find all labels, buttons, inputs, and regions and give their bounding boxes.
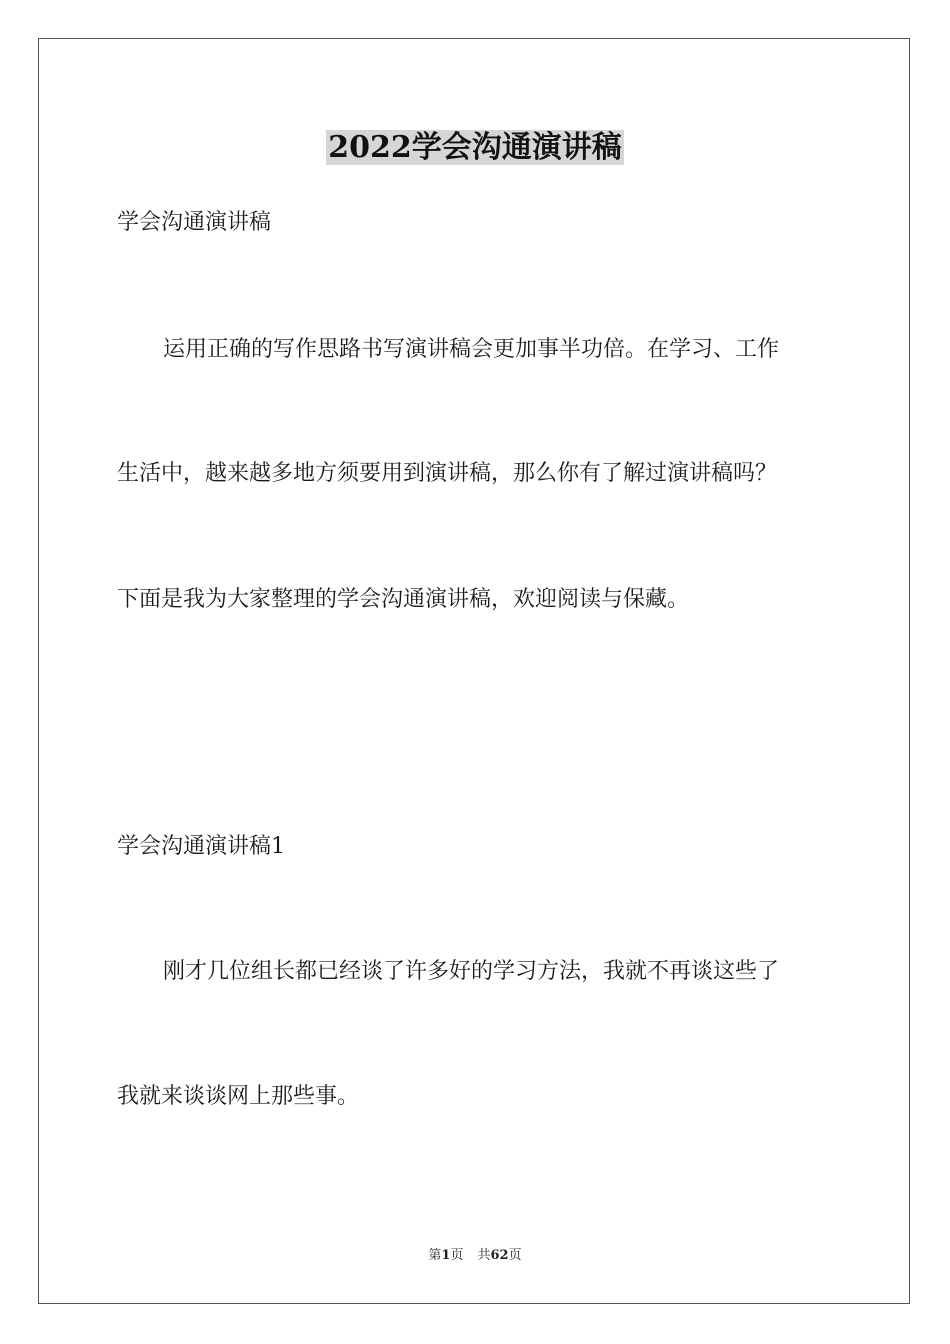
paragraph-line: 下面是我为大家整理的学会沟通演讲稿，欢迎阅读与保藏。: [117, 587, 690, 612]
paragraph-line: 刚才几位组长都已经谈了许多好的学习方法，我就不再谈这些了: [163, 959, 780, 984]
paragraph-line: 运用正确的写作思路书写演讲稿会更加事半功倍。在学习、工作: [163, 337, 780, 362]
document-title: [0, 126, 950, 170]
paragraph-line: 生活中，越来越多地方须要用到演讲稿，那么你有了解过演讲稿吗？: [117, 461, 778, 486]
total-page-count: 62: [490, 1248, 509, 1263]
page-prefix: 第: [428, 1248, 442, 1263]
paragraph-line: 我就来谈谈网上那些事。: [117, 1084, 360, 1109]
subtitle-line: 学会沟通演讲稿: [117, 210, 272, 235]
section-heading: 学会沟通演讲稿1: [117, 834, 285, 859]
page-unit: 页: [450, 1248, 464, 1263]
page-footer: [0, 1247, 950, 1265]
total-prefix: 共: [477, 1248, 491, 1263]
current-page-number: 1: [441, 1248, 451, 1263]
document-title-text: 2022学会沟通演讲稿: [328, 130, 622, 165]
total-unit: 页: [508, 1248, 522, 1263]
